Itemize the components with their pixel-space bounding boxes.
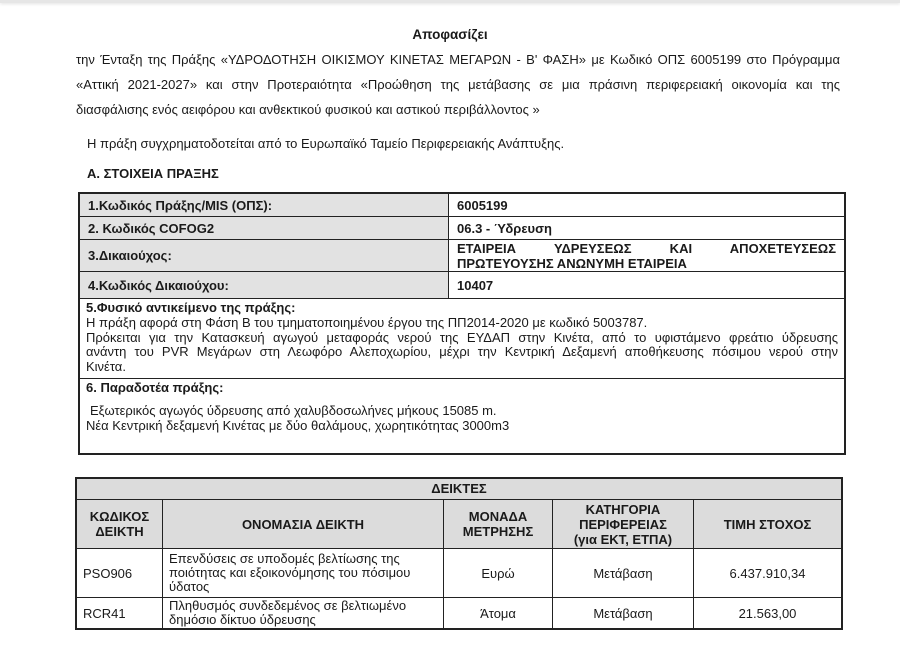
indicator-category: Μετάβαση [553, 549, 694, 597]
decision-paragraph [76, 47, 840, 122]
name-line: Πληθυσμός συνδεδεμένος σε βελτιωμένο [169, 598, 407, 613]
header-target-value [694, 500, 841, 548]
header-text: ΚΩΔΙΚΟΣ [89, 509, 150, 524]
header-text: ΔΕΙΚΤΗ [95, 524, 144, 539]
table-row [80, 194, 844, 217]
name-line: ύδατος [169, 579, 210, 594]
paragraph-line: διασφάλισης ενός αειφόρου και ανθεκτικού φυσικού και αστικού περιβάλλοντος » [76, 102, 540, 117]
paragraph-line: «Αττική 2021-2027» και στην Προτεραιότητα «Προώθηση της μετάβασης σε μια πράσινη περιφερειακή οικονομία και της [76, 77, 840, 92]
beneficiary-line: ΕΤΑΙΡΕΙΑ ΥΔΡΕΥΣΕΩΣ ΚΑΙ ΑΠΟΧΕΤΕΥΣΕΩΣ [457, 240, 836, 256]
decision-title: Αποφασίζει [412, 27, 488, 42]
cofog-value: 06.3 - Ύδρευση [457, 220, 552, 236]
row-label: 1.Κωδικός Πράξης/MIS (ΟΠΣ): [80, 194, 449, 216]
table-row [80, 272, 844, 299]
indicator-target: 6.437.910,34 [729, 565, 806, 581]
table-row [80, 299, 844, 379]
section-a-heading: Α. ΣΤΟΙΧΕΙΑ ΠΡΑΞΗΣ [87, 166, 219, 181]
row-label: 4.Κωδικός Δικαιούχου: [80, 272, 449, 298]
physical-object-cell [80, 299, 844, 378]
row-label: 3.Δικαιούχος: [80, 240, 449, 271]
name-line: ποιότητας και εξοικονόμησης του πόσιμου [169, 565, 411, 580]
indicator-code: PSO906 [77, 549, 163, 597]
indicator-name [163, 598, 444, 628]
row-label: 2. Κωδικός COFOG2 [80, 217, 449, 239]
name-line: Επενδύσεις σε υποδομές βελτίωσης της [169, 551, 400, 566]
physical-object-line: Κινέτα. [86, 358, 126, 374]
mis-code-value: 6005199 [457, 197, 508, 213]
deliverables-heading: 6. Παραδοτέα πράξης: [86, 380, 224, 395]
physical-object-line: ανάντη του PVR Μεγάρων στη Λεωφόρο Αλεποχωρίου, μέχρι την Κεντρική Δεξαμενή αποθήκευσης πόσιμου νερού στην [86, 344, 838, 359]
physical-object-heading: 5.Φυσικό αντικείμενο της πράξης: [86, 300, 296, 315]
deliverable-item: Νέα Κεντρική δεξαμενή Κινέτας με δύο θαλάμους, χωρητικότητας 3000m3 [86, 418, 510, 433]
physical-object-line: Πρόκειται για την Κατασκευή αγωγού μεταφοράς νερού της ΕΥΔΑΠ στην Κινέτα, από το υφιστάμενο φρεάτιο ύδρευσης [86, 329, 838, 345]
header-indicator-name [163, 500, 444, 548]
header-unit [444, 500, 553, 548]
header-text: ΠΕΡΙΦΕΡΕΙΑΣ [579, 516, 667, 532]
indicators-header-row [77, 500, 841, 549]
deliverables-cell [80, 379, 844, 453]
physical-object-line: Η πράξη αφορά στη Φάση Β του τμηματοποιημένου έργου της ΠΠ2014-2020 με κωδικό 5003787. [86, 315, 648, 330]
header-text: ΜΟΝΑΔΑ [468, 509, 528, 524]
header-text: ΤΙΜΗ ΣΤΟΧΟΣ [723, 516, 812, 532]
table-row [80, 217, 844, 240]
indicator-unit: Ευρώ [444, 549, 553, 597]
indicator-target: 21.563,00 [738, 605, 797, 621]
indicator-category: Μετάβαση [553, 598, 694, 628]
indicators-caption: ΔΕΙΚΤΕΣ [77, 479, 841, 500]
table-row [77, 549, 841, 598]
beneficiary-value [449, 240, 844, 271]
project-details-table [78, 192, 846, 455]
table-row [80, 240, 844, 272]
indicator-unit: Άτομα [444, 598, 553, 628]
viewer-top-bar [0, 0, 900, 3]
header-text: (για ΕΚΤ, ΕΤΠΑ) [573, 531, 673, 547]
header-text: ΜΕΤΡΗΣΗΣ [462, 524, 534, 539]
deliverable-item: Εξωτερικός αγωγός ύδρευσης από χαλυβδοσωλήνες μήκους 15085 m. [90, 403, 497, 418]
table-row [80, 379, 844, 453]
name-line: δημόσιο δίκτυο ύδρευσης [169, 612, 316, 627]
header-indicator-code [77, 500, 163, 548]
table-row [77, 598, 841, 628]
header-text: ΚΑΤΗΓΟΡΙΑ [585, 501, 661, 517]
paragraph-line: την Ένταξη της Πράξης «ΥΔΡΟΔΟΤΗΣΗ ΟΙΚΙΣΜΟΥ ΚΙΝΕΤΑΣ ΜΕΓΑΡΩΝ - Β' ΦΑΣΗ» με Κωδικό ΟΠΣ 6005199 στο Πρόγραμμα [76, 52, 840, 67]
beneficiary-code-value: 10407 [457, 277, 494, 293]
cofunding-statement: Η πράξη συγχρηματοδοτείται από το Ευρωπαϊκό Ταμείο Περιφερειακής Ανάπτυξης. [87, 136, 565, 151]
indicator-name [163, 549, 444, 597]
indicator-code: RCR41 [77, 598, 163, 628]
header-text: ΟΝΟΜΑΣΙΑ ΔΕΙΚΤΗ [241, 516, 365, 532]
indicators-table [75, 477, 843, 630]
beneficiary-line: ΠΡΩΤΕΥΟΥΣΗΣ ΑΝΩΝΥΜΗ ΕΤΑΙΡΕΙΑ [457, 255, 687, 271]
header-region-category [553, 500, 694, 548]
